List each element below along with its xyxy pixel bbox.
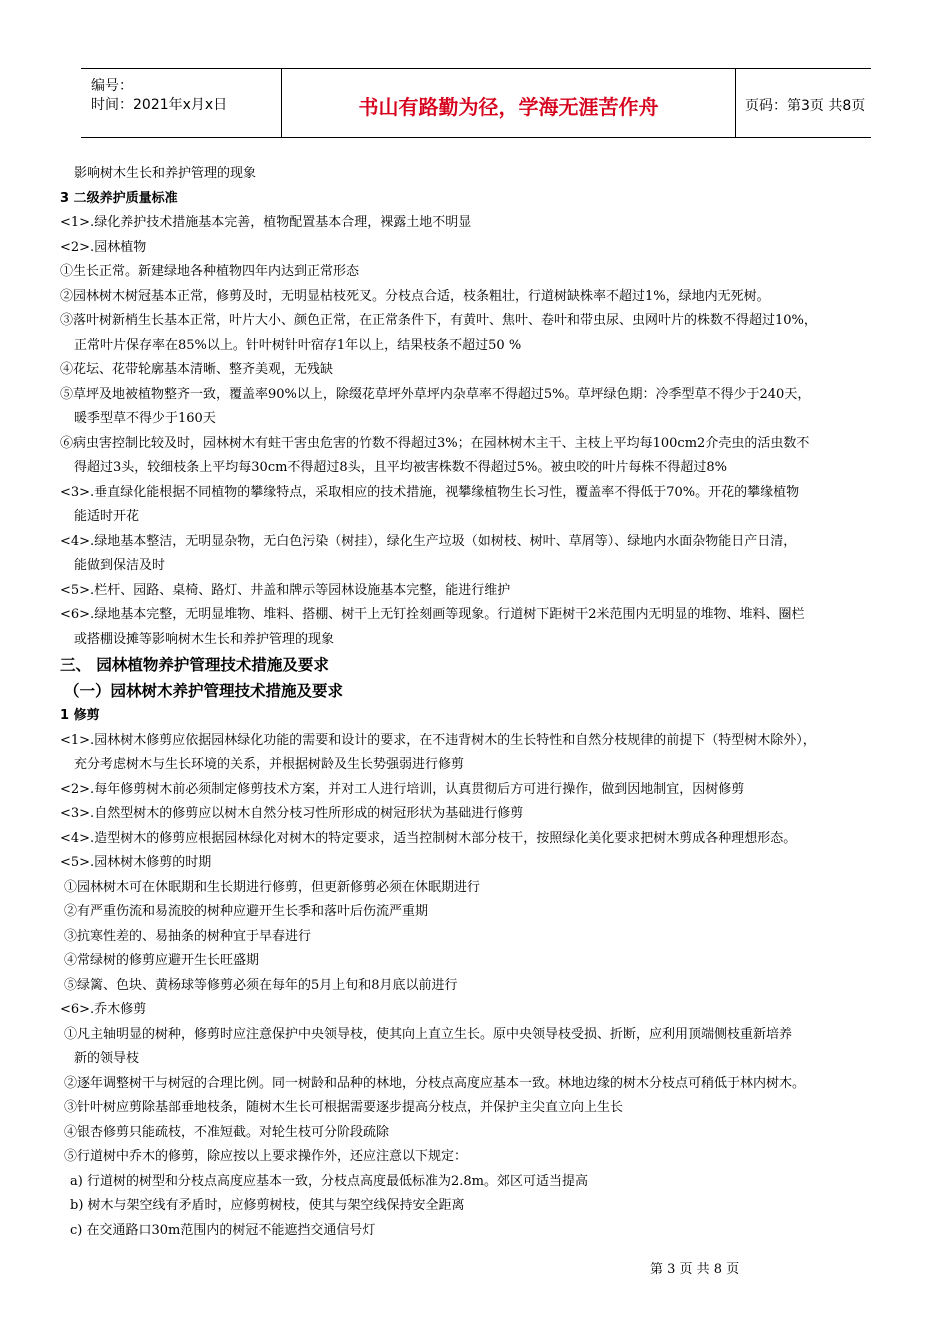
text-line: ③针叶树应剪除基部垂地枝条，随树木生长可根据需要逐步提高分枝点，并保护主尖直立向上生长: [64, 1100, 624, 1115]
text-line: ④花坛、花带轮廓基本清晰、整齐美观，无残缺: [60, 362, 334, 377]
text-line: <4>.绿地基本整洁，无明显杂物，无白色污染（树挂），绿化生产垃圾（如树枝、树叶、草屑等）、绿地内水面杂物能日产日清，: [60, 533, 797, 549]
text-line: ⑥病虫害控制比较及时，园林树木有蛀干害虫危害的竹数不得超过3%；在园林树木主干、主枝上平均每100cm2介壳虫的活虫数不: [60, 435, 810, 451]
document-body: [60, 162, 900, 1243]
document-number-label: 编号：: [91, 78, 133, 94]
text-line: 暖季型草不得少于160天: [74, 411, 216, 426]
text-line: 新的领导枝: [74, 1051, 140, 1066]
text-line: ①生长正常。新建绿地各种植物四年内达到正常形态: [60, 264, 360, 279]
section-heading: 1 修剪: [60, 708, 100, 723]
text-line: 能做到保洁及时: [74, 558, 166, 573]
text-line: ③抗寒性差的、易抽条的树种宜于早春进行: [64, 928, 312, 944]
text-line: ①园林树木可在休眠期和生长期进行修剪，但更新修剪必须在休眠期进行: [64, 879, 481, 895]
header-meta-cell: [81, 69, 280, 137]
text-line: <2>.园林植物: [60, 239, 147, 255]
page-footer: 第 3 页 共 8 页: [650, 1262, 740, 1277]
page-header: [81, 68, 871, 138]
text-line: ④常绿树的修剪应避开生长旺盛期: [64, 953, 260, 968]
text-line: 正常叶片保存率在85%以上。针叶树针叶宿存1年以上，结果枝条不超过50 %: [74, 337, 522, 353]
section-heading: （一）园林树木养护管理技术措施及要求: [64, 682, 344, 700]
text-line: ⑤行道树中乔木的修剪，除应按以上要求操作外，还应注意以下规定：: [64, 1149, 468, 1164]
text-line: <1>.园林树木修剪应依据园林绿化功能的需要和设计的要求，在不违背树木的生长特性和自然分枝规律的前提下（特型树木除外），: [60, 732, 816, 748]
text-line: ①凡主轴明显的树种，修剪时应注意保护中央领导枝，使其向上直立生长。原中央领导枝受损、折断，应利用顶端侧枝重新培养: [64, 1026, 793, 1042]
text-line: a) 行道树的树型和分枝点高度应基本一致，分枝点高度最低标准为2.8m。郊区可适当提高: [70, 1173, 588, 1189]
text-line: ②园林树木树冠基本正常，修剪及时，无明显枯枝死叉。分枝点合适，枝条粗壮，行道树缺株率不超过1%，绿地内无死树。: [60, 288, 770, 304]
text-line: ④银杏修剪只能疏枝，不准短截。对轮生枝可分阶段疏除: [64, 1124, 390, 1140]
text-line: <1>.绿化养护技术措施基本完善，植物配置基本合理，裸露土地不明显: [60, 215, 472, 230]
page-info: 页码：第3页 共8页: [745, 98, 866, 114]
text-line: <3>.自然型树木的修剪应以树木自然分枝习性所形成的树冠形状为基础进行修剪: [60, 806, 524, 821]
text-line: ⑤绿篱、色块、黄杨球等修剪必须在每年的5月上旬和8月底以前进行: [64, 977, 458, 993]
text-line: ②有严重伤流和易流胶的树种应避开生长季和落叶后伤流严重期: [64, 904, 429, 919]
text-line: 或搭棚设摊等影响树木生长和养护管理的现象: [74, 631, 335, 647]
text-line: ②逐年调整树干与树冠的合理比例。同一树龄和品种的林地，分枝点高度应基本一致。林地边缘的树木分枝点可稍低于林内树木。: [64, 1075, 806, 1091]
text-line: ⑤草坪及地被植物整齐一致，覆盖率90%以上，除缀花草坪外草坪内杂草率不得超过5%。草坪绿色期：冷季型草不得少于240天，: [60, 386, 811, 402]
text-line: <2>.每年修剪树木前必须制定修剪技术方案，并对工人进行培训，认真贯彻后方可进行操作，做到因地制宜，因树修剪: [60, 781, 745, 797]
text-line: 影响树木生长和养护管理的现象: [74, 166, 257, 181]
text-line: c) 在交通路口30m范围内的树冠不能遮挡交通信号灯: [70, 1222, 376, 1238]
header-page-cell: [735, 69, 871, 137]
document-date-label: 时间：2021年x月x日: [91, 97, 228, 113]
text-line: b) 树木与架空线有矛盾时，应修剪树枝，使其与架空线保持安全距离: [70, 1198, 465, 1213]
section-heading: 三、 园林植物养护管理技术措施及要求: [60, 656, 329, 674]
section-heading: 3 二级养护质量标准: [60, 190, 178, 206]
text-line: <5>.园林树木修剪的时期: [60, 855, 212, 870]
text-line: <3>.垂直绿化能根据不同植物的攀缘特点，采取相应的技术措施，视攀缘植物生长习性，覆盖率不得低于70%。开花的攀缘植物: [60, 484, 800, 500]
text-line: <4>.造型树木的修剪应根据园林绿化对树木的特定要求，适当控制树木部分枝干，按照绿化美化要求把树木剪成各种理想形态。: [60, 830, 797, 846]
text-line: <6>.绿地基本完整，无明显堆物、堆料、搭棚、树干上无钉拴刻画等现象。行道树下距树干2米范围内无明显的堆物、堆料、圈栏: [60, 607, 805, 622]
text-line: ③落叶树新梢生长基本正常，叶片大小、颜色正常，在正常条件下，有黄叶、焦叶、卷叶和带虫尿、虫网叶片的株数不得超过10%，: [60, 313, 817, 328]
text-line: <5>.栏杆、园路、桌椅、路灯、井盖和牌示等园林设施基本完整，能进行维护: [60, 582, 511, 598]
text-line: 能适时开花: [74, 509, 140, 524]
text-line: <6>.乔木修剪: [60, 1002, 147, 1017]
motto-text: 书山有路勤为径，学海无涯苦作舟: [358, 95, 659, 119]
header-motto-cell: [281, 69, 736, 137]
text-line: 得超过3头，较细枝条上平均每30cm不得超过8头，且平均被害株数不得超过5%。被虫咬的叶片每株不得超过8%: [74, 460, 727, 475]
text-line: 充分考虑树木与生长环境的关系，并根据树龄及生长势强弱进行修剪: [74, 757, 465, 772]
